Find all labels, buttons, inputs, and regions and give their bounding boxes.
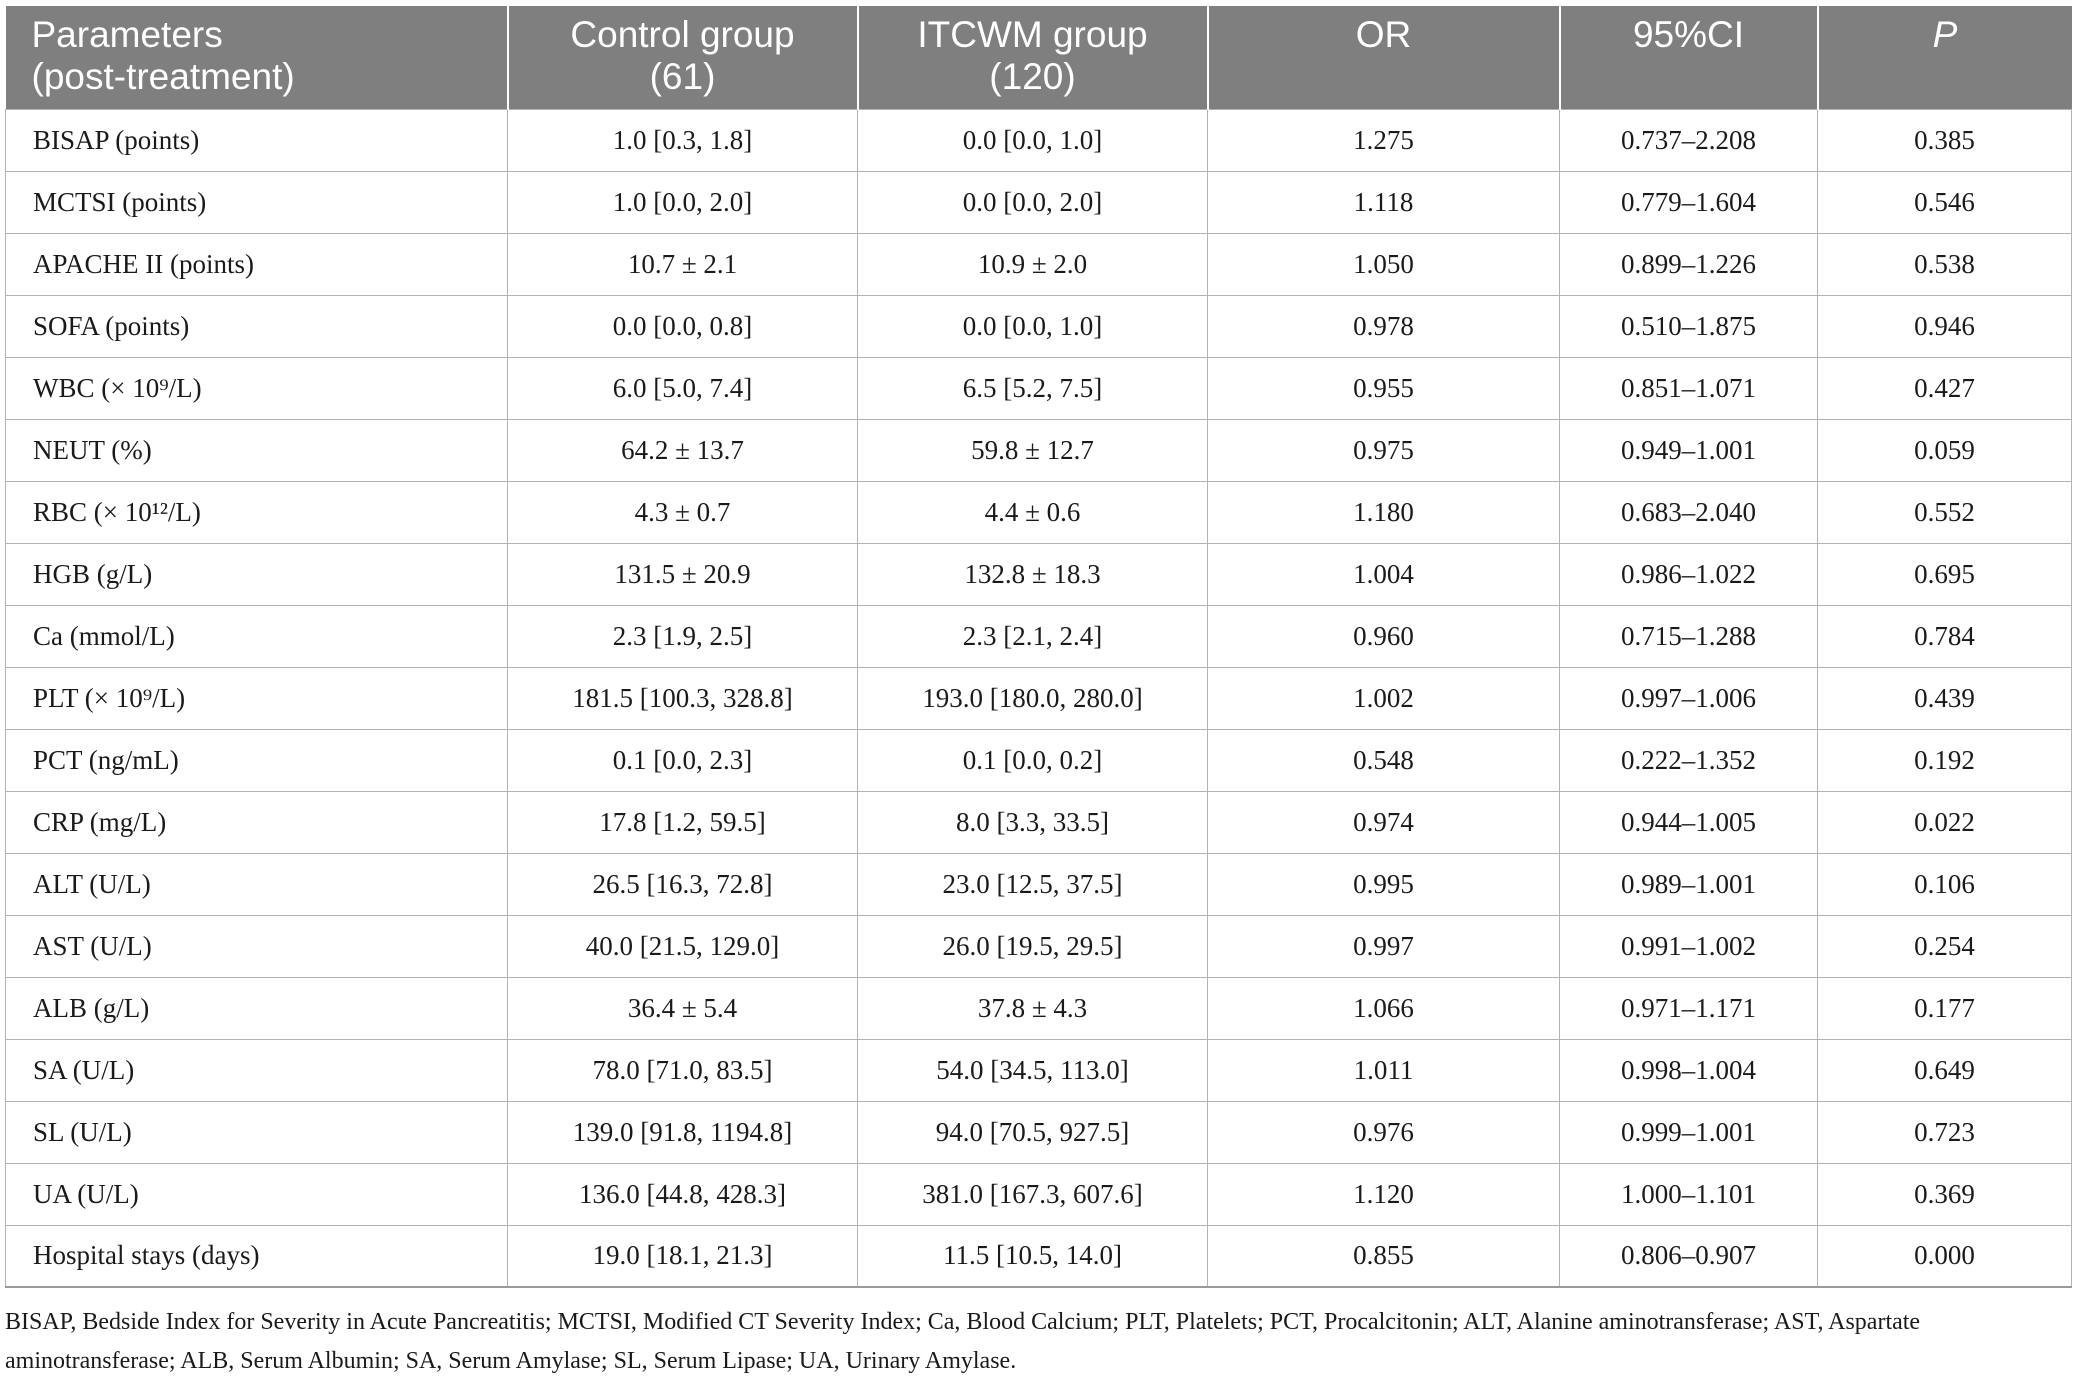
cell-ci: 0.986–1.022 <box>1560 543 1818 605</box>
header-line: P <box>1932 14 1958 55</box>
header-itcwm-group <box>858 6 1208 109</box>
cell-p: 0.695 <box>1818 543 2072 605</box>
cell-ci: 0.683–2.040 <box>1560 481 1818 543</box>
cell-p: 0.723 <box>1818 1101 2072 1163</box>
header-control-group <box>508 6 858 109</box>
table-body <box>6 109 2072 1287</box>
cell-itcwm: 381.0 [167.3, 607.6] <box>858 1163 1208 1225</box>
cell-or: 0.855 <box>1208 1225 1560 1287</box>
cell-parameter: RBC (× 10¹²/L) <box>6 481 508 543</box>
cell-p: 0.192 <box>1818 729 2072 791</box>
cell-or: 1.011 <box>1208 1039 1560 1101</box>
cell-itcwm: 2.3 [2.1, 2.4] <box>858 605 1208 667</box>
cell-parameter: PCT (ng/mL) <box>6 729 508 791</box>
header-line: 95%CI <box>1632 14 1745 55</box>
cell-parameter: SA (U/L) <box>6 1039 508 1101</box>
table-row <box>6 233 2072 295</box>
cell-or: 1.066 <box>1208 977 1560 1039</box>
cell-ci: 0.944–1.005 <box>1560 791 1818 853</box>
cell-control: 0.1 [0.0, 2.3] <box>508 729 858 791</box>
cell-control: 1.0 [0.3, 1.8] <box>508 109 858 171</box>
table-row <box>6 977 2072 1039</box>
results-table-container <box>5 6 2071 1288</box>
cell-or: 0.978 <box>1208 295 1560 357</box>
header-line: (120) <box>989 56 1076 97</box>
cell-parameter: PLT (× 10⁹/L) <box>6 667 508 729</box>
header-line: Parameters <box>31 14 223 55</box>
table-row <box>6 1101 2072 1163</box>
table-row <box>6 357 2072 419</box>
cell-parameter: SOFA (points) <box>6 295 508 357</box>
header-line: (61) <box>649 56 716 97</box>
table-row <box>6 295 2072 357</box>
cell-p: 0.177 <box>1818 977 2072 1039</box>
cell-ci: 0.991–1.002 <box>1560 915 1818 977</box>
table-row <box>6 915 2072 977</box>
header-line: (post-treatment) <box>31 56 295 97</box>
cell-ci: 0.999–1.001 <box>1560 1101 1818 1163</box>
cell-p: 0.385 <box>1818 109 2072 171</box>
cell-p: 0.022 <box>1818 791 2072 853</box>
cell-itcwm: 0.0 [0.0, 2.0] <box>858 171 1208 233</box>
cell-control: 136.0 [44.8, 428.3] <box>508 1163 858 1225</box>
cell-ci: 0.510–1.875 <box>1560 295 1818 357</box>
cell-or: 0.995 <box>1208 853 1560 915</box>
cell-parameter: ALB (g/L) <box>6 977 508 1039</box>
cell-ci: 1.000–1.101 <box>1560 1163 1818 1225</box>
cell-p: 0.254 <box>1818 915 2072 977</box>
cell-or: 1.275 <box>1208 109 1560 171</box>
cell-parameter: HGB (g/L) <box>6 543 508 605</box>
cell-or: 0.955 <box>1208 357 1560 419</box>
cell-p: 0.546 <box>1818 171 2072 233</box>
cell-parameter: APACHE II (points) <box>6 233 508 295</box>
cell-p: 0.106 <box>1818 853 2072 915</box>
table-row <box>6 1225 2072 1287</box>
cell-parameter: WBC (× 10⁹/L) <box>6 357 508 419</box>
cell-or: 0.976 <box>1208 1101 1560 1163</box>
cell-p: 0.000 <box>1818 1225 2072 1287</box>
header-or <box>1208 6 1560 109</box>
cell-p: 0.538 <box>1818 233 2072 295</box>
cell-itcwm: 132.8 ± 18.3 <box>858 543 1208 605</box>
cell-parameter: ALT (U/L) <box>6 853 508 915</box>
cell-ci: 0.222–1.352 <box>1560 729 1818 791</box>
cell-p: 0.439 <box>1818 667 2072 729</box>
cell-itcwm: 54.0 [34.5, 113.0] <box>858 1039 1208 1101</box>
cell-or: 0.960 <box>1208 605 1560 667</box>
header-row <box>6 6 2072 109</box>
header-95ci <box>1560 6 1818 109</box>
cell-itcwm: 26.0 [19.5, 29.5] <box>858 915 1208 977</box>
cell-ci: 0.971–1.171 <box>1560 977 1818 1039</box>
cell-control: 17.8 [1.2, 59.5] <box>508 791 858 853</box>
cell-ci: 0.779–1.604 <box>1560 171 1818 233</box>
cell-or: 1.120 <box>1208 1163 1560 1225</box>
cell-control: 64.2 ± 13.7 <box>508 419 858 481</box>
cell-or: 0.974 <box>1208 791 1560 853</box>
table-footnote: BISAP, Bedside Index for Severity in Acute Pancreatitis; MCTSI, Modified CT Severity Index; Ca, Blood Calcium; PLT, Platelets; PCT, Procalcitonin; ALT, Alanine aminotransferase; AST, Aspartate aminotransferase; ALB, Serum Albumin; SA, Serum Amylase; SL, Serum Lipase; UA, Urinary Amylase. <box>5 1309 1921 1374</box>
cell-control: 139.0 [91.8, 1194.8] <box>508 1101 858 1163</box>
cell-ci: 0.851–1.071 <box>1560 357 1818 419</box>
cell-ci: 0.806–0.907 <box>1560 1225 1818 1287</box>
cell-p: 0.784 <box>1818 605 2072 667</box>
cell-ci: 0.949–1.001 <box>1560 419 1818 481</box>
cell-or: 0.975 <box>1208 419 1560 481</box>
cell-parameter: AST (U/L) <box>6 915 508 977</box>
cell-or: 1.180 <box>1208 481 1560 543</box>
header-parameters <box>6 6 508 109</box>
table-row <box>6 605 2072 667</box>
cell-control: 40.0 [21.5, 129.0] <box>508 915 858 977</box>
cell-itcwm: 8.0 [3.3, 33.5] <box>858 791 1208 853</box>
table-row <box>6 791 2072 853</box>
cell-itcwm: 94.0 [70.5, 927.5] <box>858 1101 1208 1163</box>
table-row <box>6 481 2072 543</box>
cell-itcwm: 4.4 ± 0.6 <box>858 481 1208 543</box>
cell-or: 1.002 <box>1208 667 1560 729</box>
header-p-value <box>1818 6 2072 109</box>
cell-control: 131.5 ± 20.9 <box>508 543 858 605</box>
header-line: ITCWM group <box>917 14 1148 55</box>
table-row <box>6 171 2072 233</box>
cell-ci: 0.715–1.288 <box>1560 605 1818 667</box>
cell-ci: 0.737–2.208 <box>1560 109 1818 171</box>
cell-control: 78.0 [71.0, 83.5] <box>508 1039 858 1101</box>
cell-parameter: Hospital stays (days) <box>6 1225 508 1287</box>
table-row <box>6 1163 2072 1225</box>
cell-itcwm: 59.8 ± 12.7 <box>858 419 1208 481</box>
cell-p: 0.552 <box>1818 481 2072 543</box>
cell-itcwm: 10.9 ± 2.0 <box>858 233 1208 295</box>
cell-parameter: MCTSI (points) <box>6 171 508 233</box>
cell-control: 2.3 [1.9, 2.5] <box>508 605 858 667</box>
cell-parameter: CRP (mg/L) <box>6 791 508 853</box>
cell-itcwm: 0.1 [0.0, 0.2] <box>858 729 1208 791</box>
table-row <box>6 1039 2072 1101</box>
table-row <box>6 729 2072 791</box>
cell-ci: 0.997–1.006 <box>1560 667 1818 729</box>
cell-itcwm: 0.0 [0.0, 1.0] <box>858 295 1208 357</box>
cell-or: 1.004 <box>1208 543 1560 605</box>
cell-itcwm: 11.5 [10.5, 14.0] <box>858 1225 1208 1287</box>
cell-itcwm: 37.8 ± 4.3 <box>858 977 1208 1039</box>
cell-itcwm: 193.0 [180.0, 280.0] <box>858 667 1208 729</box>
cell-parameter: BISAP (points) <box>6 109 508 171</box>
table-header <box>6 6 2072 109</box>
results-table <box>5 6 2072 1288</box>
cell-or: 1.118 <box>1208 171 1560 233</box>
table-row <box>6 109 2072 171</box>
cell-itcwm: 0.0 [0.0, 1.0] <box>858 109 1208 171</box>
cell-p: 0.946 <box>1818 295 2072 357</box>
cell-control: 0.0 [0.0, 0.8] <box>508 295 858 357</box>
table-row <box>6 419 2072 481</box>
cell-or: 0.548 <box>1208 729 1560 791</box>
table-row <box>6 667 2072 729</box>
cell-control: 6.0 [5.0, 7.4] <box>508 357 858 419</box>
cell-ci: 0.989–1.001 <box>1560 853 1818 915</box>
cell-control: 1.0 [0.0, 2.0] <box>508 171 858 233</box>
cell-control: 36.4 ± 5.4 <box>508 977 858 1039</box>
cell-parameter: UA (U/L) <box>6 1163 508 1225</box>
cell-parameter: SL (U/L) <box>6 1101 508 1163</box>
cell-p: 0.427 <box>1818 357 2072 419</box>
table-row <box>6 543 2072 605</box>
cell-p: 0.649 <box>1818 1039 2072 1101</box>
cell-p: 0.369 <box>1818 1163 2072 1225</box>
cell-or: 0.997 <box>1208 915 1560 977</box>
cell-or: 1.050 <box>1208 233 1560 295</box>
cell-ci: 0.998–1.004 <box>1560 1039 1818 1101</box>
header-line: Control group <box>570 14 795 55</box>
header-line: OR <box>1355 14 1412 55</box>
cell-parameter: Ca (mmol/L) <box>6 605 508 667</box>
cell-parameter: NEUT (%) <box>6 419 508 481</box>
cell-control: 19.0 [18.1, 21.3] <box>508 1225 858 1287</box>
cell-ci: 0.899–1.226 <box>1560 233 1818 295</box>
cell-itcwm: 6.5 [5.2, 7.5] <box>858 357 1208 419</box>
cell-control: 26.5 [16.3, 72.8] <box>508 853 858 915</box>
table-row <box>6 853 2072 915</box>
cell-itcwm: 23.0 [12.5, 37.5] <box>858 853 1208 915</box>
cell-p: 0.059 <box>1818 419 2072 481</box>
cell-control: 10.7 ± 2.1 <box>508 233 858 295</box>
cell-control: 4.3 ± 0.7 <box>508 481 858 543</box>
cell-control: 181.5 [100.3, 328.8] <box>508 667 858 729</box>
